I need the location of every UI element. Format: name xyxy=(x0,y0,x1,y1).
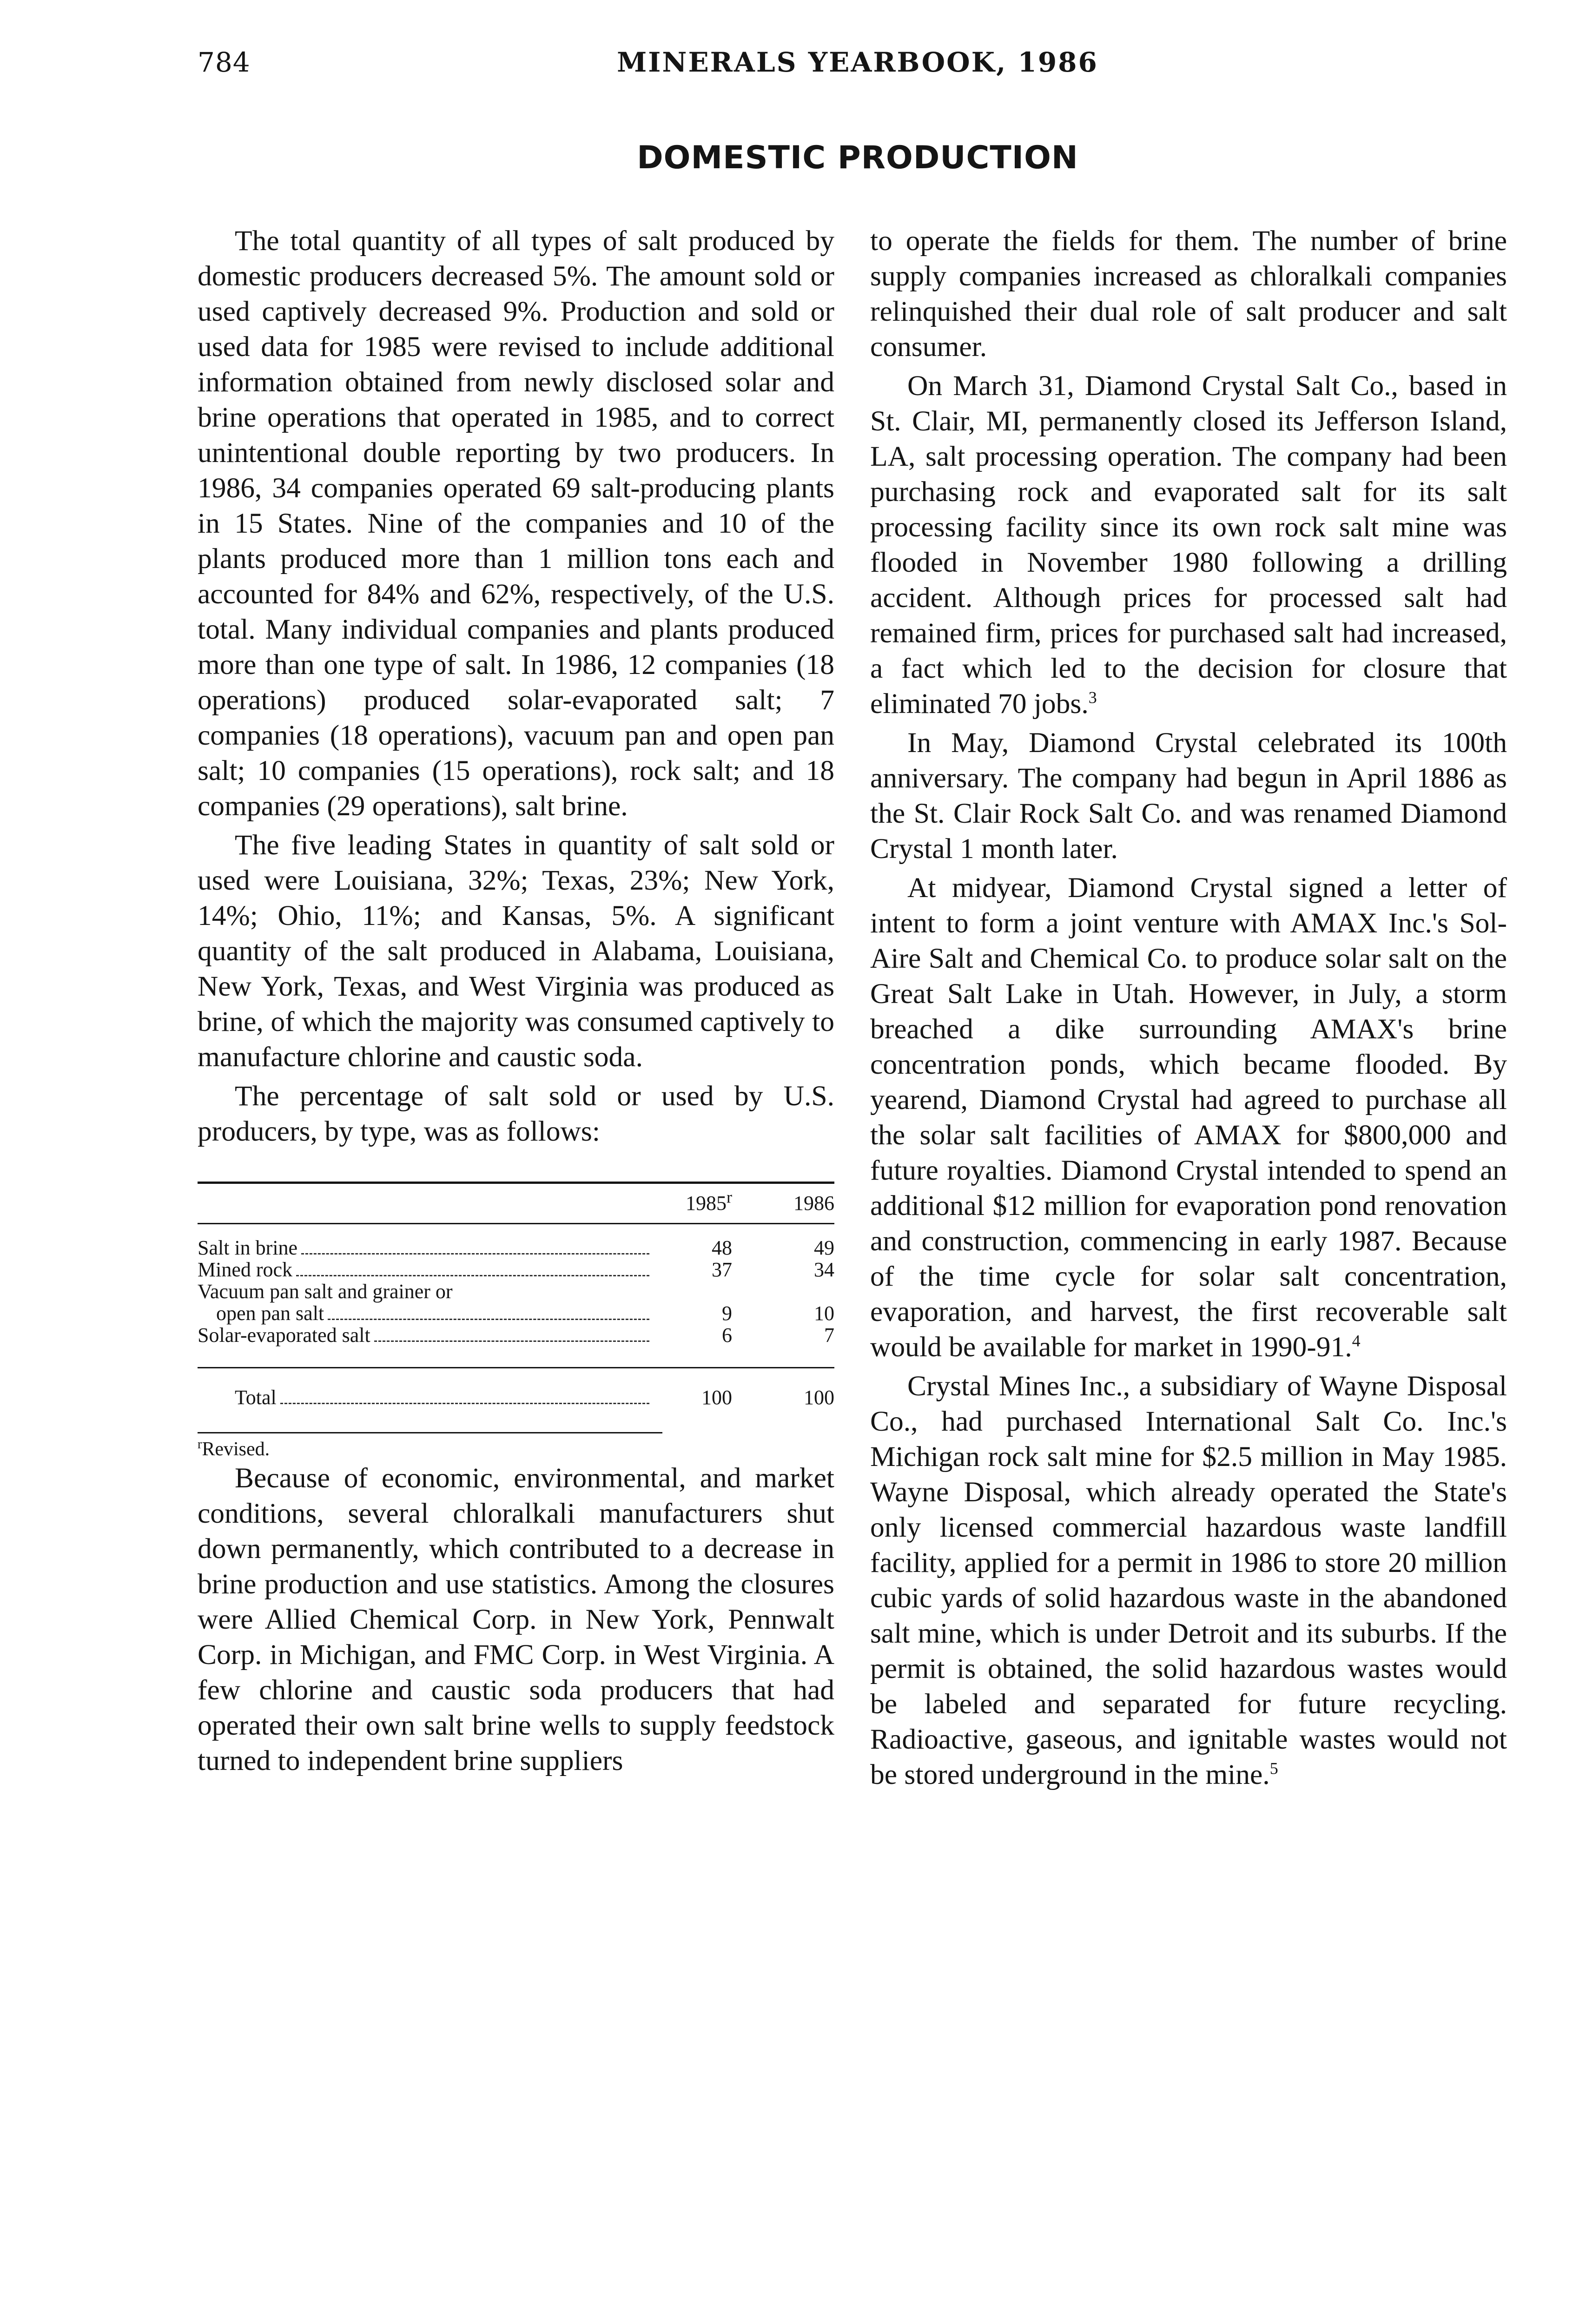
left-column xyxy=(198,223,834,1778)
footnote-ref: 3 xyxy=(1088,688,1097,707)
table-total-row: Total 100 100 xyxy=(235,1386,834,1409)
table-row: Salt in brine 48 49 xyxy=(198,1236,834,1259)
table-footnote: $^r$Revised. xyxy=(198,1437,270,1460)
footnote-ref: 5 xyxy=(1269,1759,1278,1778)
paragraph: On March 31, Diamond Crystal Salt Co., based in St. Clair, MI, permanently closed its Jefferson Island, LA, salt processing operation. The company had been purchasing rock and evaporated salt for its salt processing facility since its own rock salt mine was flooded in November 1980 following a drilling accident. Although prices for processed salt had remained firm, prices for purchased salt had increased, a fact which led to the decision for closure that eliminated 70 jobs.$^3$ xyxy=(870,370,1507,720)
table-row: Mined rock 37 34 xyxy=(198,1258,834,1281)
paragraph: The percentage of salt sold or used by U.S. producers, by type, was as follows: xyxy=(198,1080,834,1147)
paragraph: to operate the fields for them. The number of brine supply companies increased as chloralkali companies relinquished their dual role of salt producer and salt consumer. xyxy=(870,225,1507,363)
section-title: DOMESTIC PRODUCTION xyxy=(637,139,1078,176)
table-bottom-rule xyxy=(198,1432,662,1433)
header-1986: 1986 xyxy=(793,1192,834,1215)
paragraph: In May, Diamond Crystal celebrated its 100th anniversary. The company had begun in April 1886 as the St. Clair Rock Salt Co. and was renamed Diamond Crystal 1 month later. xyxy=(870,727,1507,865)
table-body xyxy=(198,1224,834,1367)
paragraph: Crystal Mines Inc., a subsidiary of Wayne Disposal Co., had purchased International Salt Co. Inc.'s Michigan rock salt mine for $2.5 million in May 1985. Wayne Disposal, which already operated the State's only licensed commercial hazardous waste landfill facility, applied for a permit in 1986 to store 20 million cubic yards of solid hazardous waste in the abandoned salt mine, which is under Detroit and its suburbs. If the permit is obtained, the solid hazardous wastes would be labeled and separated for future recycling. Radioactive, gaseous, and ignitable wastes would not be stored underground in the mine.$^5$ xyxy=(870,1370,1507,1790)
footnote-ref: 4 xyxy=(1352,1331,1361,1350)
table-header-row xyxy=(198,1184,834,1223)
table-row: Solar-evaporated salt 6 7 xyxy=(198,1324,834,1347)
paragraph: The five leading States in quantity of salt sold or used were Louisiana, 32%; Texas, 23%; New York, 14%; Ohio, 11%; and Kansas, 5%. A significant quantity of the salt produced in Alabama, Louisiana, New York, Texas, and West Virginia was produced as brine, of which the majority was consumed captively to manufacture chlorine and caustic soda. xyxy=(198,829,834,1073)
paragraph: The total quantity of all types of salt produced by domestic producers decreased 5%. The amount sold or used captively decreased 9%. Production and sold or used data for 1985 were revised to include additional information obtained from newly disclosed solar and brine operations that operated in 1985, and to correct unintentional double reporting by two producers. In 1986, 34 companies operated 69 salt-producing plants in 15 States. Nine of the companies and 10 of the plants produced more than 1 million tons each and accounted for 84% and 62%, respectively, of the U.S. total. Many individual companies and plants produced more than one type of salt. In 1986, 12 companies (18 operations) produced solar-evaporated salt; 7 companies (18 operations), vacuum pan and open pan salt; 10 companies (15 operations), rock salt; and 18 companies (29 operations), salt brine. xyxy=(198,225,834,822)
right-column xyxy=(870,223,1507,1792)
paragraph: Because of economic, environmental, and market conditions, several chloralkali manufacturers shut down permanently, which contributed to a decrease in brine production and use statistics. Among the closures were Allied Chemical Corp. in New York, Pennwalt Corp. in Michigan, and FMC Corp. in West Virginia. A few chlorine and caustic soda producers that had operated their own salt brine wells to supply feedstock turned to independent brine suppliers xyxy=(198,1462,834,1776)
paragraph: At midyear, Diamond Crystal signed a letter of intent to form a joint venture with AMAX Inc.'s Sol-Aire Salt and Chemical Co. to produce solar salt on the Great Salt Lake in Utah. However, in July, a storm breached a dike surrounding AMAX's brine concentration ponds, which became flooded. By yearend, Diamond Crystal had agreed to purchase all the solar salt facilities of AMAX for $800,000 and future royalties. Diamond Crystal intended to spend an additional $12 million for evaporation pond renovation and construction, commencing in early 1987. Because of the time cycle for solar salt concentration, evaporation, and harvest, the first recoverable salt would be available for market in 1990-91.$^4$ xyxy=(870,872,1507,1363)
table-row: open pan salt 9 10 xyxy=(216,1302,834,1325)
page-number: 784 xyxy=(198,46,251,78)
header-1985: 1985$^r$ xyxy=(686,1188,732,1215)
salt-type-table xyxy=(198,1182,834,1460)
page-header xyxy=(198,46,1518,88)
running-title: MINERALS YEARBOOK, 1986 xyxy=(617,46,1098,78)
table-row: Vacuum pan salt and grainer or xyxy=(198,1281,453,1303)
